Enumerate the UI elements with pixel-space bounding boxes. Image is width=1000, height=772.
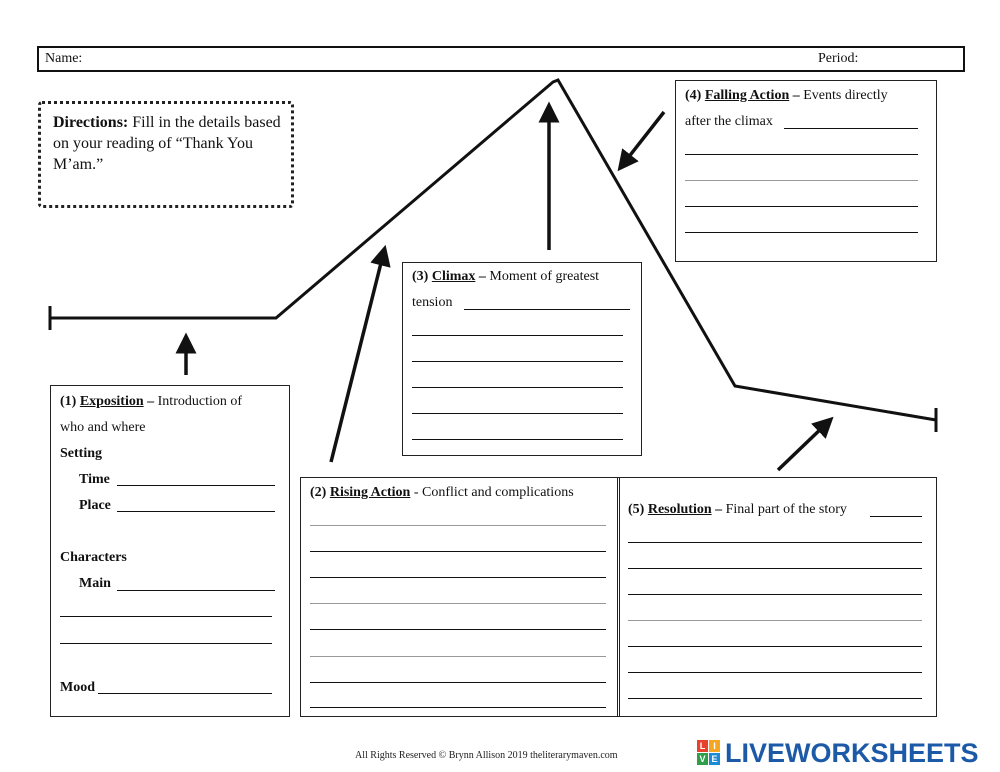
arrow-rising-action <box>331 255 383 462</box>
resolution-line-5[interactable] <box>628 646 922 647</box>
rising-action-line-3[interactable] <box>310 577 606 578</box>
rising-action-line-5[interactable] <box>310 629 606 630</box>
liveworksheets-logo <box>697 736 997 770</box>
exposition-desc-1: Introduction of <box>157 394 243 409</box>
falling-action-heading: (4) Falling Action – Events directly <box>685 88 888 103</box>
resolution-line-1[interactable] <box>628 542 922 543</box>
directions-body: Fill in the details based on your reading of “Thank You M’am.” <box>53 114 281 173</box>
rising-action-desc: - Conflict and complications <box>410 485 574 500</box>
climax-title: Climax <box>431 269 476 284</box>
falling-action-field[interactable] <box>784 128 918 129</box>
rising-action-line-4[interactable] <box>310 603 606 604</box>
liveworksheets-logo-text: LIVEWORKSHEETS <box>725 738 979 768</box>
resolution-line-3[interactable] <box>628 594 922 595</box>
arrow-resolution <box>778 424 826 470</box>
liveworksheets-logo-icon <box>697 740 721 766</box>
directions-label: Directions: <box>53 114 129 131</box>
climax-field[interactable] <box>464 309 630 310</box>
name-period-bar <box>37 46 965 72</box>
rising-action-line-2[interactable] <box>310 551 606 552</box>
rising-action-heading: (2) Rising Action - Conflict and complications <box>310 485 574 500</box>
characters-label: Characters <box>60 550 127 565</box>
falling-action-title: Falling Action <box>704 88 790 103</box>
setting-label: Setting <box>60 446 102 461</box>
rising-action-line-1[interactable] <box>310 525 606 526</box>
place-field[interactable] <box>117 511 275 512</box>
falling-action-line-1[interactable] <box>685 154 918 155</box>
logo-letter-v: V <box>697 753 708 765</box>
exposition-box <box>50 385 290 717</box>
falling-action-line-2[interactable] <box>685 180 918 181</box>
climax-desc-2: tension <box>412 295 453 310</box>
rising-action-line-6[interactable] <box>310 656 606 657</box>
rising-action-line-7[interactable] <box>310 682 606 683</box>
resolution-title: Resolution <box>647 502 712 517</box>
falling-action-line-4[interactable] <box>685 232 918 233</box>
resolution-line-2[interactable] <box>628 568 922 569</box>
time-label: Time <box>79 472 110 487</box>
place-label: Place <box>79 498 111 513</box>
logo-letter-i: I <box>709 740 720 752</box>
resolution-line-7[interactable] <box>628 698 922 699</box>
climax-line-5[interactable] <box>412 439 623 440</box>
characters-line-2[interactable] <box>60 643 272 644</box>
resolution-field[interactable] <box>870 516 922 517</box>
resolution-heading: (5) Resolution – Final part of the story <box>628 502 847 517</box>
falling-action-line-3[interactable] <box>685 206 918 207</box>
logo-letter-e: E <box>709 753 720 765</box>
copyright-footer: All Rights Reserved © Brynn Allison 2019 theliterarymaven.com <box>355 750 618 761</box>
resolution-desc: Final part of the story <box>725 502 847 517</box>
logo-letter-l: L <box>697 740 708 752</box>
falling-action-desc-2: after the climax <box>685 114 773 129</box>
climax-line-3[interactable] <box>412 387 623 388</box>
resolution-line-6[interactable] <box>628 672 922 673</box>
main-character-field[interactable] <box>117 590 275 591</box>
characters-line-1[interactable] <box>60 616 272 617</box>
directions-box <box>38 101 294 208</box>
climax-line-2[interactable] <box>412 361 623 362</box>
mood-field[interactable] <box>98 693 272 694</box>
climax-desc-1: Moment of greatest <box>489 269 600 284</box>
exposition-heading: (1) Exposition – Introduction of <box>60 394 243 409</box>
rising-action-title: Rising Action <box>329 485 411 500</box>
exposition-title: Exposition <box>79 394 144 409</box>
resolution-box <box>617 477 937 717</box>
climax-heading: (3) Climax – Moment of greatest <box>412 269 600 284</box>
falling-action-box <box>675 80 937 262</box>
climax-line-4[interactable] <box>412 413 623 414</box>
rising-action-box <box>300 477 620 717</box>
climax-box <box>402 262 642 456</box>
main-label: Main <box>79 576 111 591</box>
arrow-falling-action <box>624 112 664 163</box>
climax-line-1[interactable] <box>412 335 623 336</box>
mood-label: Mood <box>60 680 95 695</box>
period-label: Period: <box>818 51 859 66</box>
exposition-desc-2: who and where <box>60 420 146 435</box>
name-label: Name: <box>45 51 83 66</box>
resolution-line-4[interactable] <box>628 620 922 621</box>
time-field[interactable] <box>117 485 275 486</box>
directions-text <box>53 112 283 175</box>
rising-action-line-8[interactable] <box>310 707 606 708</box>
falling-action-desc-1: Events directly <box>803 88 888 103</box>
